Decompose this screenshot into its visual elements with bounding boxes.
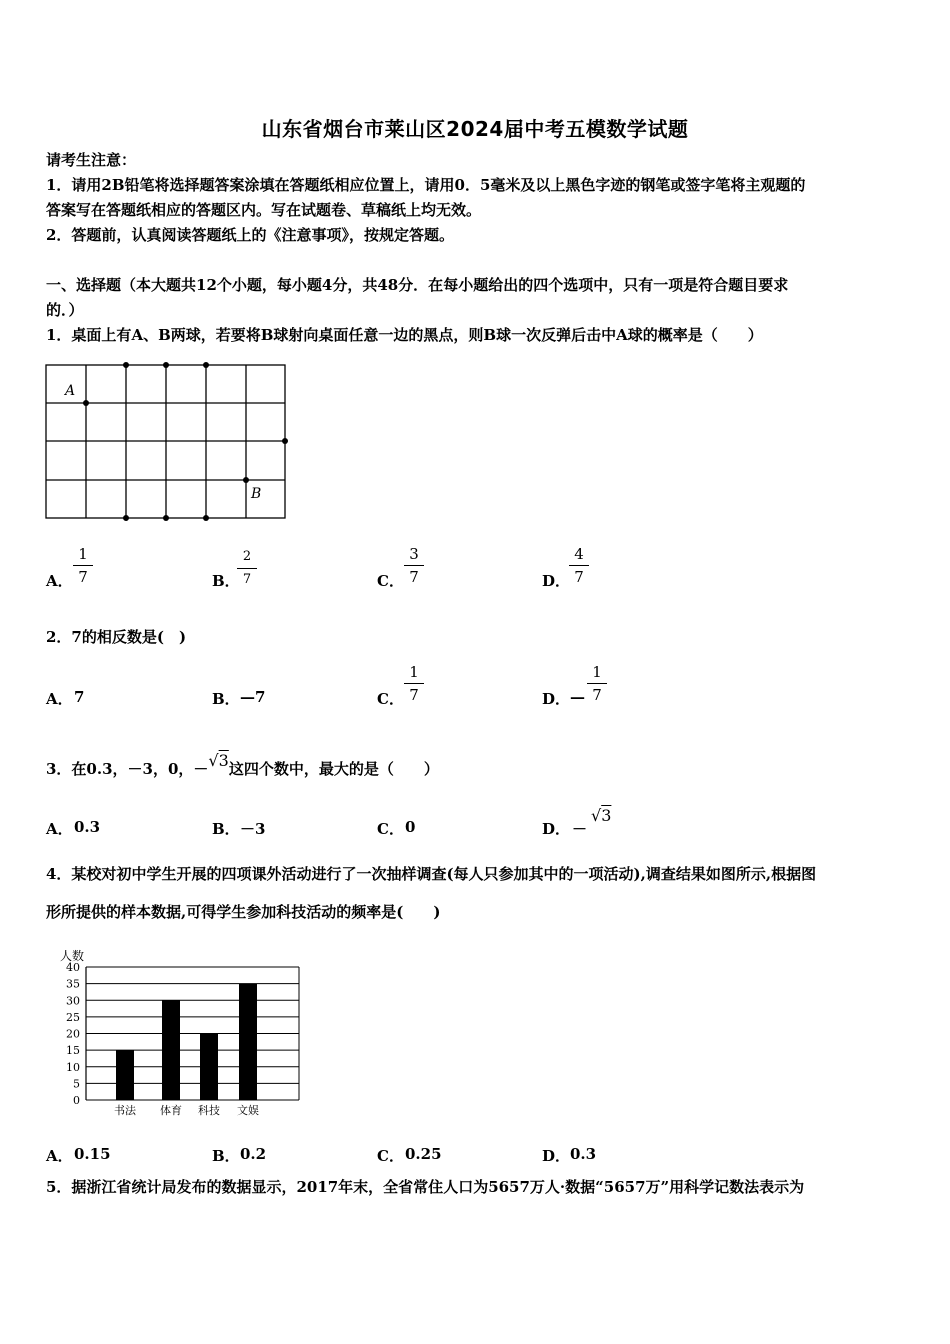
- bar-chart: [46, 943, 306, 1118]
- sqrt-expression: √3: [208, 751, 229, 770]
- denominator: 7: [242, 572, 252, 587]
- q2-option-b-letter: B．: [212, 690, 240, 708]
- q4-option-c-value: 0.25: [405, 1145, 442, 1163]
- y-tick-label: 35: [66, 977, 80, 991]
- q3-option-d-sqrt: √3: [591, 806, 612, 825]
- q1-option-c-fraction: [404, 545, 424, 586]
- question-1-text: 1．桌面上有A、B两球，若要将B球射向桌面任意一边的黑点，则B球一次反弹后击中A球的概率是（ ）: [46, 326, 763, 344]
- x-tick-label: 文娱: [237, 1104, 259, 1117]
- numerator: 1: [592, 663, 602, 681]
- q4-option-b-value: 0.2: [240, 1145, 267, 1163]
- bar: [200, 1034, 218, 1101]
- denominator: 7: [592, 686, 602, 704]
- q4-option-d-value: 0.3: [570, 1145, 597, 1163]
- denominator: 7: [409, 686, 419, 704]
- q1-option-d-letter: D．: [542, 572, 571, 590]
- edge-dot: [203, 362, 209, 368]
- q2-option-b-value: —7: [240, 688, 266, 706]
- q2-option-c-fraction: [404, 663, 424, 704]
- question-3-text: [46, 751, 439, 782]
- ball-b-label: B: [251, 486, 262, 502]
- numerator: 1: [78, 545, 88, 563]
- edge-dot: [282, 438, 288, 444]
- x-tick-label: 书法: [114, 1104, 136, 1117]
- ball-a-label: A: [65, 383, 76, 399]
- q3-option-d-sign: －: [572, 820, 588, 838]
- q1-option-b-letter: B．: [212, 572, 240, 590]
- y-tick-label: 40: [66, 961, 80, 974]
- y-tick-label: 10: [66, 1060, 80, 1074]
- q2-option-d-letter: D．: [542, 690, 571, 708]
- q4-option-c-letter: C．: [377, 1147, 404, 1165]
- y-axis-label: 人数: [60, 949, 85, 963]
- question-4-line-1: 4．某校对初中学生开展的四项课外活动进行了一次抽样调查(每人只参加其中的一项活动),调查结果如图所示,根据图: [46, 865, 817, 883]
- numerator: 2: [242, 549, 252, 564]
- q3-option-b-value: －3: [240, 820, 266, 838]
- denominator: 7: [78, 568, 88, 586]
- billiard-grid-figure: [40, 358, 300, 528]
- y-tick-label: 20: [66, 1027, 80, 1041]
- q3-option-a-value: 0.3: [74, 818, 101, 836]
- question-4-line-2: 形所提供的样本数据,可得学生参加科技活动的频率是( ): [46, 903, 441, 921]
- ball-b-dot: [243, 477, 249, 483]
- y-tick-label: 5: [73, 1077, 80, 1091]
- radicand: 3: [218, 751, 229, 770]
- x-tick-label: 体育: [160, 1104, 182, 1117]
- numerator: 1: [409, 663, 419, 681]
- section-heading-line-2: 的．）: [46, 301, 84, 319]
- q4-option-a-letter: A．: [46, 1147, 73, 1165]
- q2-option-a-value: 7: [74, 688, 85, 706]
- q2-option-d-sign: —: [570, 688, 585, 706]
- edge-dot: [203, 515, 209, 521]
- q3-option-d-letter: D．: [542, 820, 571, 838]
- x-tick-label: 科技: [198, 1104, 220, 1117]
- y-tick-label: 15: [66, 1044, 80, 1058]
- q4-option-b-letter: B．: [212, 1147, 240, 1165]
- y-tick-label: 25: [66, 1010, 80, 1024]
- notice-heading: 请考生注意：: [46, 151, 137, 169]
- q2-option-c-letter: C．: [377, 690, 404, 708]
- question-2-text: 2．7的相反数是( ): [46, 628, 187, 646]
- y-tick-label: 0: [73, 1094, 80, 1107]
- question-3-after: 这四个数中，最大的是（ ）: [228, 760, 439, 778]
- q2-option-a-letter: A．: [46, 690, 73, 708]
- question-3-before: 3．在0.3，－3，0，－: [46, 760, 209, 778]
- q1-option-b-fraction: [237, 548, 257, 589]
- notice-line-2: 答案写在答题纸相应的答题区内。写在试题卷、草稿纸上均无效。: [46, 201, 482, 219]
- denominator: 7: [574, 568, 584, 586]
- notice-line-3: 2．答题前，认真阅读答题纸上的《注意事项》，按规定答题。: [46, 226, 454, 244]
- bar: [239, 984, 257, 1100]
- q4-option-a-value: 0.15: [74, 1145, 111, 1163]
- section-heading-line-1: 一、选择题（本大题共12个小题，每小题4分，共48分．在每小题给出的四个选项中，只有一项是符合题目要求: [46, 276, 789, 294]
- q1-option-d-fraction: [569, 545, 589, 586]
- q1-option-a-letter: A．: [46, 572, 73, 590]
- numerator: 4: [574, 545, 584, 563]
- y-tick-label: 30: [66, 994, 80, 1008]
- q4-option-d-letter: D．: [542, 1147, 571, 1165]
- denominator: 7: [409, 568, 419, 586]
- ball-a-dot: [83, 400, 89, 406]
- grid-lines: [46, 365, 285, 518]
- question-5-text: 5．据浙江省统计局发布的数据显示，2017年末，全省常住人口为5657万人·数据“5657万”用科学记数法表示为: [46, 1178, 805, 1196]
- q1-option-c-letter: C．: [377, 572, 404, 590]
- notice-line-1: 1．请用2B铅笔将选择题答案涂填在答题纸相应位置上，请用0．5毫米及以上黑色字迹的钢笔或签字笔将主观题的: [46, 176, 806, 194]
- radicand: 3: [601, 806, 612, 825]
- edge-dot: [123, 515, 129, 521]
- edge-dot: [163, 362, 169, 368]
- q3-option-c-value: 0: [405, 818, 416, 836]
- edge-dot: [163, 515, 169, 521]
- q2-option-d-fraction: [587, 663, 607, 704]
- q1-option-a-fraction: [73, 545, 93, 586]
- bar: [162, 1000, 180, 1100]
- bar: [116, 1050, 134, 1100]
- q3-option-b-letter: B．: [212, 820, 240, 838]
- numerator: 3: [409, 545, 419, 563]
- q3-option-a-letter: A．: [46, 820, 73, 838]
- q3-option-c-letter: C．: [377, 820, 404, 838]
- page-title: 山东省烟台市莱山区2024届中考五模数学试题: [261, 117, 689, 141]
- edge-dot: [123, 362, 129, 368]
